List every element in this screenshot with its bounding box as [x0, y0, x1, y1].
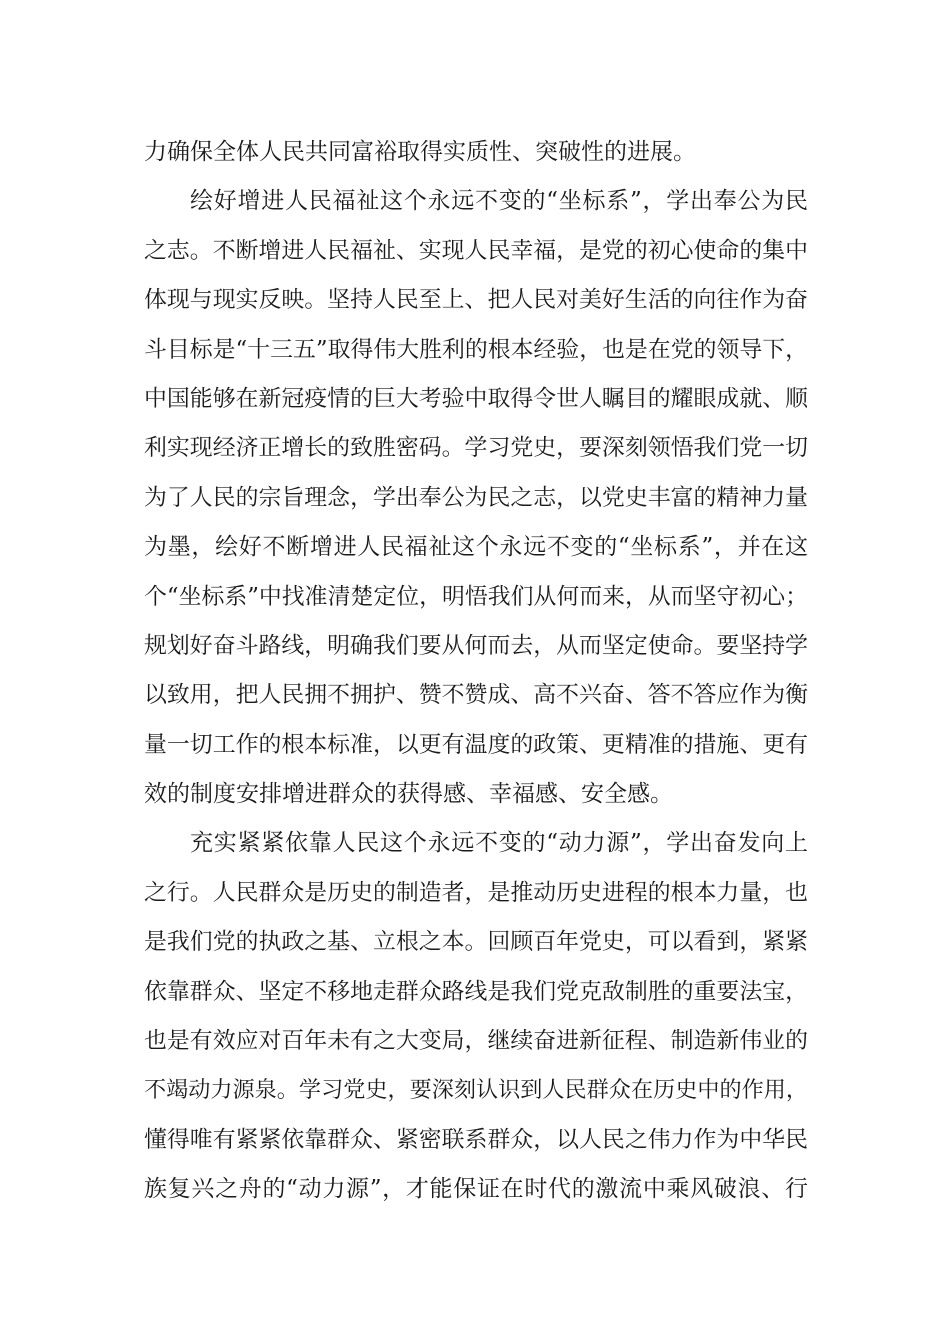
text-line: 是我们党的执政之基、立根之本。回顾百年党史，可以看到，紧紧 [144, 929, 808, 956]
text-line: 体现与现实反映。坚持人民至上、把人民对美好生活的向往作为奋 [144, 287, 808, 314]
paragraph-1 [144, 128, 808, 177]
text-line: 效的制度安排增进群众的获得感、幸福感、安全感。 [144, 781, 673, 808]
text-line: 斗目标是“十三五”取得伟大胜利的根本经验，也是在党的领导下， [144, 336, 808, 363]
text-line: 族复兴之舟的“动力源”，才能保证在时代的激流中乘风破浪、行 [144, 1176, 808, 1203]
text-line: 中国能够在新冠疫情的巨大考验中取得令世人瞩目的耀眼成就、顺 [144, 385, 808, 412]
text-line: 以致用，把人民拥不拥护、赞不赞成、高不兴奋、答不答应作为衡 [144, 682, 808, 709]
paragraph-2 [144, 177, 808, 819]
text-line: 依靠群众、坚定不移地走群众路线是我们党克敌制胜的重要法宝， [144, 978, 808, 1005]
text-line: 之志。不断增进人民福祉、实现人民幸福，是党的初心使命的集中 [144, 237, 808, 264]
text-line: 规划好奋斗路线，明确我们要从何而去，从而坚定使命。要坚持学 [144, 632, 808, 659]
text-line: 懂得唯有紧紧依靠群众、紧密联系群众，以人民之伟力作为中华民 [144, 1126, 808, 1153]
text-line: 利实现经济正增长的致胜密码。学习党史，要深刻领悟我们党一切 [144, 435, 808, 462]
text-line: 之行。人民群众是历史的制造者，是推动历史进程的根本力量，也 [144, 879, 808, 906]
text-line: 为了人民的宗旨理念，学出奉公为民之志，以党史丰富的精神力量 [144, 484, 808, 511]
text-line: 充实紧紧依靠人民这个永远不变的“动力源”，学出奋发向上 [190, 830, 808, 857]
paragraph-3 [144, 819, 808, 1214]
text-line: 也是有效应对百年未有之大变局，继续奋进新征程、制造新伟业的 [144, 1028, 808, 1055]
text-line: 绘好增进人民福祉这个永远不变的“坐标系”，学出奉公为民 [190, 188, 808, 215]
text-line: 为墨，绘好不断增进人民福祉这个永远不变的“坐标系”，并在这 [144, 534, 808, 561]
text-line: 个“坐标系”中找准清楚定位，明悟我们从何而来，从而坚守初心； [144, 583, 808, 610]
text-line: 不竭动力源泉。学习党史，要深刻认识到人民群众在历史中的作用， [144, 1077, 808, 1104]
text-line: 力确保全体人民共同富裕取得实质性、突破性的进展。 [144, 139, 696, 165]
body-text [144, 128, 808, 1215]
text-line: 量一切工作的根本标准，以更有温度的政策、更精准的措施、更有 [144, 731, 808, 758]
